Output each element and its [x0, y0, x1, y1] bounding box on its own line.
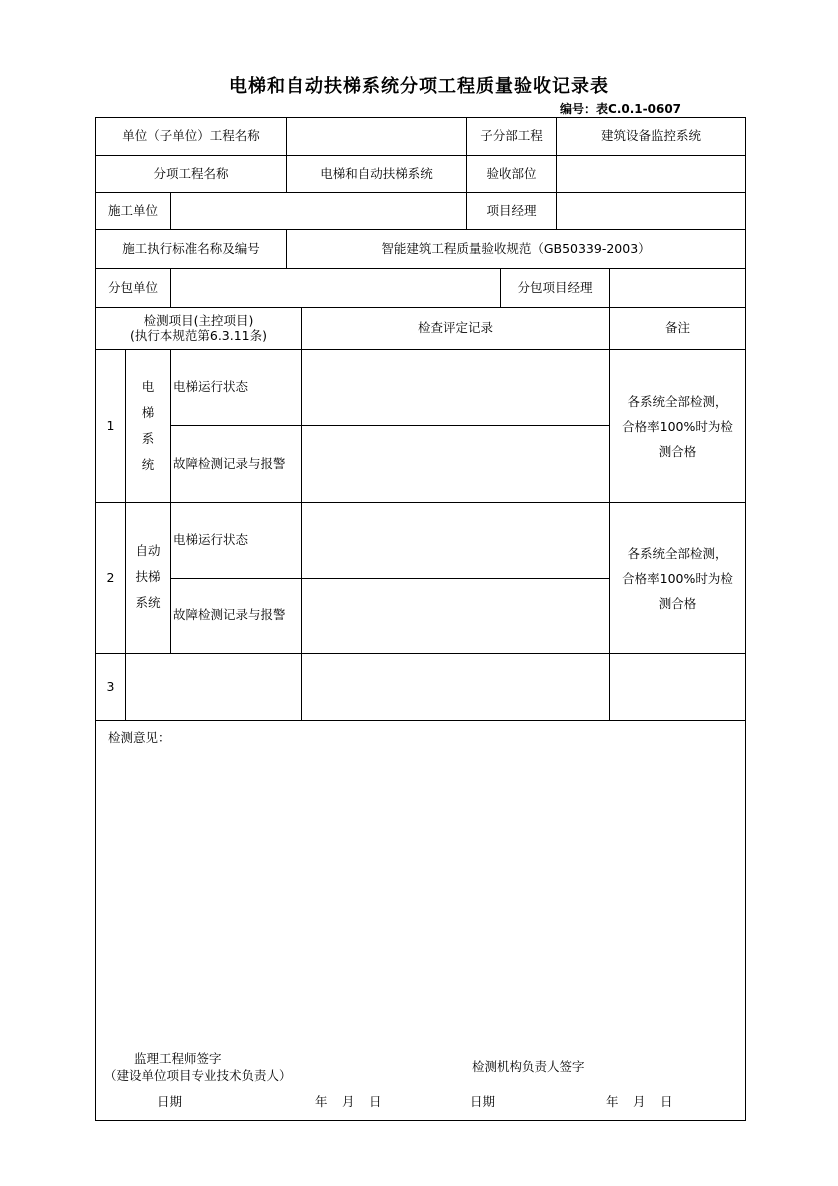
construction-unit-value[interactable]	[171, 193, 466, 229]
inspector-date-year: 年	[606, 1094, 619, 1109]
row-1-number: 1	[106, 417, 115, 433]
row-1-system-char: 系	[141, 431, 155, 446]
supervisor-date-label: 日期	[157, 1094, 183, 1109]
inspector-date-month: 月	[633, 1094, 646, 1109]
row-1-system-char: 统	[141, 457, 155, 472]
acceptance-part-value[interactable]	[557, 156, 745, 192]
check-item-header	[96, 308, 301, 349]
row-1-remark-line: 测合格	[658, 443, 697, 459]
supervisor-date-day: 日	[369, 1094, 382, 1109]
supervisor-signature-label: 监理工程师签字	[134, 1051, 222, 1066]
subcontract-unit-label: 分包单位	[107, 279, 158, 295]
inspector-signature-label: 检测机构负责人签字	[472, 1059, 585, 1074]
sub-division-label: 子分部工程	[480, 128, 543, 144]
opinion-label: 检测意见：	[108, 730, 171, 745]
subcontract-unit-value[interactable]	[171, 269, 500, 307]
row-3-item[interactable]	[126, 654, 301, 720]
supervisor-date-year: 年	[315, 1094, 328, 1109]
standard-label: 施工执行标准名称及编号	[122, 240, 260, 256]
row-1-system-char: 电	[141, 379, 155, 394]
unit-project-label: 单位（子单位）工程名称	[122, 128, 260, 144]
row-3-remark[interactable]	[610, 654, 745, 720]
row-2-system-line: 系统	[135, 595, 161, 610]
row-2-remark-line: 合格率100%时为检	[622, 570, 733, 586]
record-header: 检查评定记录	[417, 320, 493, 336]
row-2-remark-line: 各系统全部检测，	[627, 545, 728, 561]
row-1-remark	[610, 350, 745, 502]
row-1-system	[126, 374, 170, 478]
row-1-item-1: 电梯运行状态	[173, 379, 249, 394]
sub-division-value[interactable]: 建筑设备监控系统	[600, 128, 701, 144]
project-manager-label: 项目经理	[486, 202, 537, 218]
row-2-record-2[interactable]	[302, 579, 609, 653]
row-2-system	[126, 538, 170, 616]
row-1-item-2: 故障检测记录与报警	[173, 456, 286, 471]
subcontract-manager-value[interactable]	[610, 269, 745, 307]
row-2-number: 2	[106, 569, 115, 585]
row-2-record-1[interactable]	[302, 503, 609, 578]
row-1-record-1[interactable]	[302, 350, 609, 425]
row-2-item-2: 故障检测记录与报警	[173, 607, 286, 622]
standard-value[interactable]: 智能建筑工程质量验收规范（GB50339-2003）	[381, 240, 651, 256]
unit-project-value[interactable]	[287, 118, 466, 155]
document-title: 电梯和自动扶梯系统分项工程质量验收记录表	[229, 76, 609, 97]
remark-header: 备注	[664, 320, 690, 336]
row-3-record[interactable]	[302, 654, 609, 720]
project-manager-value[interactable]	[557, 193, 745, 229]
code-value: 表C.0.1-0607	[596, 102, 682, 116]
inspector-date-label: 日期	[470, 1094, 496, 1109]
row-3-number: 3	[106, 678, 115, 694]
code-label: 编号：	[560, 102, 597, 116]
supervisor-signature-sublabel: （建设单位项目专业技术负责人）	[104, 1068, 292, 1083]
acceptance-part-label: 验收部位	[486, 165, 537, 181]
row-1-record-2[interactable]	[302, 426, 609, 502]
item-project-label: 分项工程名称	[153, 165, 229, 181]
row-2-system-line: 自动	[135, 543, 161, 558]
item-project-value[interactable]: 电梯和自动扶梯系统	[320, 165, 433, 181]
row-2-system-line: 扶梯	[135, 569, 161, 584]
row-2-remark	[610, 503, 745, 653]
row-2-remark-line: 测合格	[658, 595, 697, 611]
row-2-item-1: 电梯运行状态	[173, 532, 249, 547]
opinion-text-area[interactable]	[100, 748, 740, 1038]
inspector-date-day: 日	[660, 1094, 673, 1109]
row-1-system-char: 梯	[141, 405, 155, 420]
row-1-remark-line: 各系统全部检测，	[627, 393, 728, 409]
construction-unit-label: 施工单位	[107, 202, 158, 218]
subcontract-manager-label: 分包项目经理	[517, 279, 593, 295]
check-item-header-line2: (执行本规范第6.3.11条)	[129, 327, 267, 343]
row-1-remark-line: 合格率100%时为检	[622, 418, 733, 434]
check-item-header-line1: 检测项目(主控项目)	[143, 313, 254, 329]
supervisor-date-month: 月	[342, 1094, 355, 1109]
